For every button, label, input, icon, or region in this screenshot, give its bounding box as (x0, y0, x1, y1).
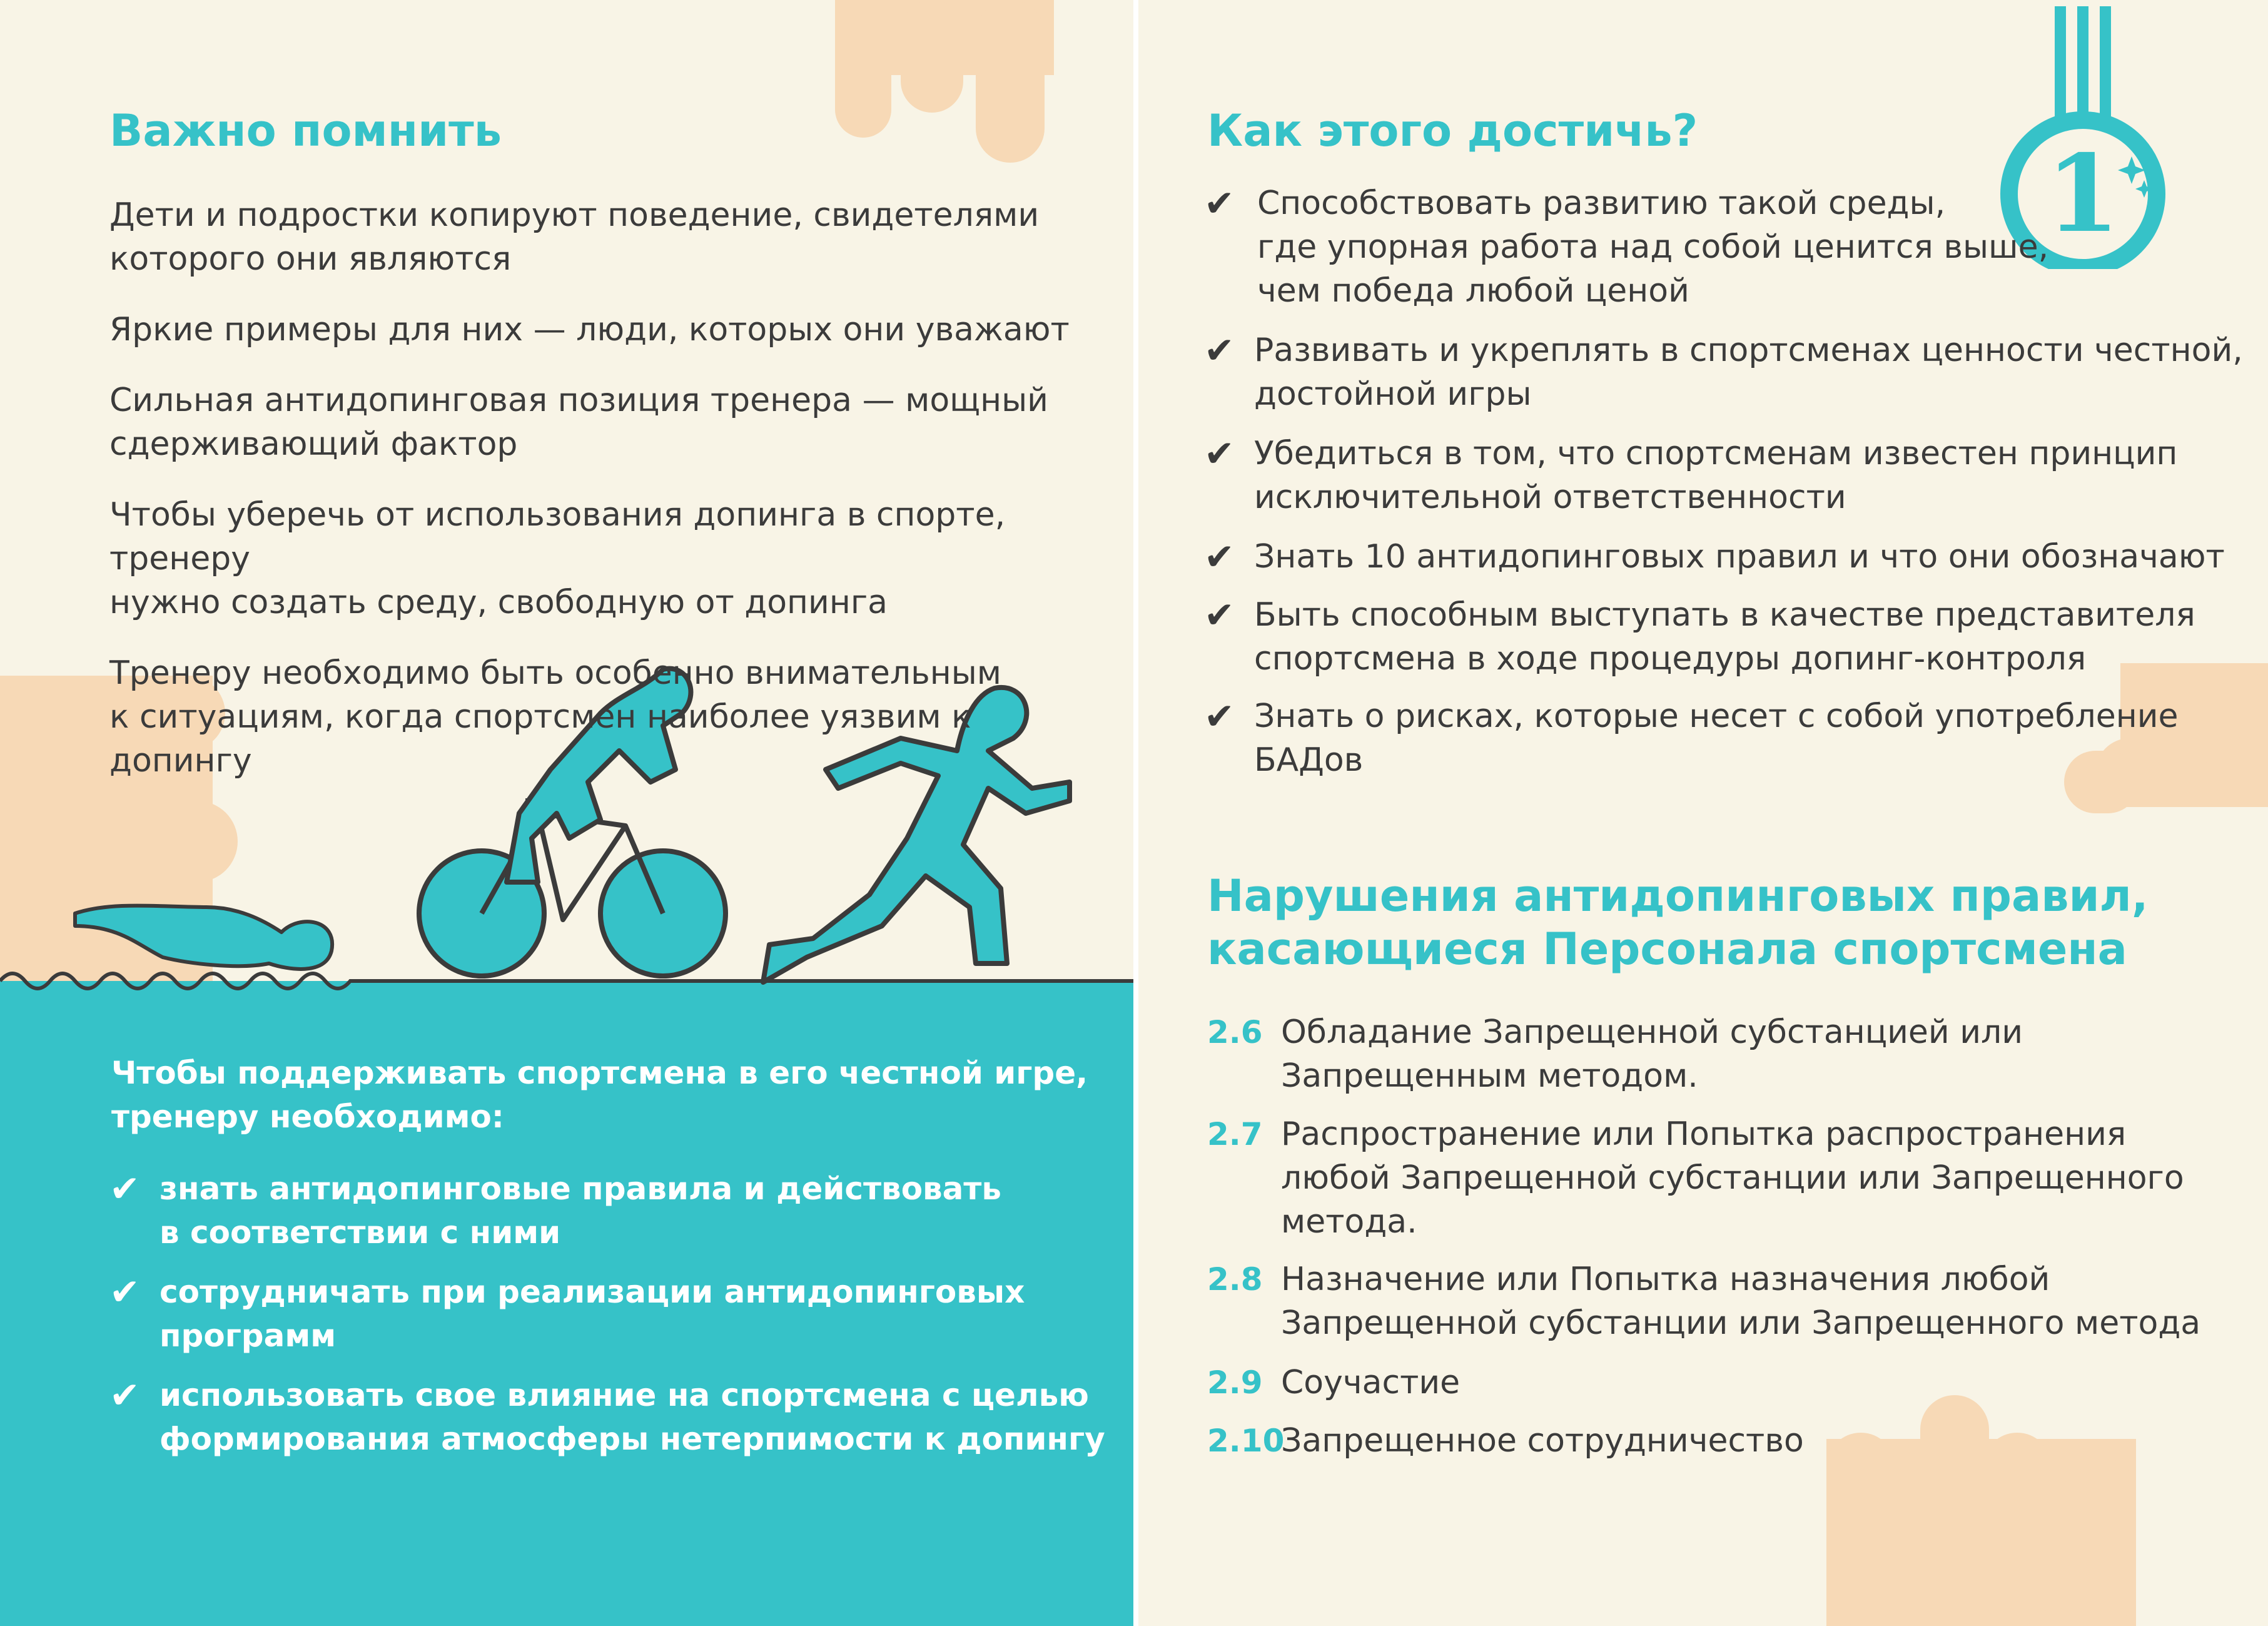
achieve-item: Способствовать развитию такой среды, где упорная работа над собой ценится выше, чем победа любой ценой (1257, 185, 2049, 310)
medal-number: 1 (2045, 131, 2120, 257)
support-item: сотрудничать при реализации антидопинговых программ (159, 1274, 1025, 1354)
left-paragraph: Сильная антидопинговая позиция тренера — мощный сдерживающий фактор (109, 382, 1048, 463)
check-icon: ✔ (1204, 594, 1235, 636)
rule-text: Соучастие (1281, 1364, 1461, 1401)
swimmer-icon (63, 863, 350, 988)
violations-heading: Нарушения антидопинговых правил, касающиеся Персонала спортсмена (1207, 870, 2149, 975)
support-item: использовать свое влияние на спортсмена с целью формирования атмосферы нетерпимости к допингу (159, 1377, 1105, 1457)
support-item: знать антидопинговые правила и действовать в соответствии с ними (159, 1171, 1002, 1251)
rule-text: Обладание Запрещенной субстанцией или Запрещенным методом. (1281, 1014, 2023, 1095)
left-paragraph: Чтобы уберечь от использования допинга в спорте, тренеру нужно создать среду, свободную от допинга (109, 496, 1006, 621)
check-icon: ✔ (109, 1167, 140, 1210)
left-paragraph: Тренеру необходимо быть особенно внимательным к ситуациям, когда спортсмен наиболее уязвим к допингу (109, 654, 1002, 780)
rule-text: Распространение или Попытка распространения любой Запрещенной субстанции или Запрещенного метода. (1281, 1115, 2184, 1241)
rule-text: Назначение или Попытка назначения любой Запрещенной субстанции или Запрещенного метода (1281, 1261, 2201, 1342)
left-paragraph: Дети и подростки копируют поведение, свидетелями которого они являются (109, 196, 1040, 278)
left-heading: Важно помнить (109, 105, 502, 156)
right-heading: Как этого достичь? (1207, 105, 1698, 156)
rule-number: 2.9 (1207, 1364, 1263, 1401)
rule-number: 2.7 (1207, 1116, 1263, 1152)
check-icon: ✔ (1204, 432, 1235, 475)
achieve-item: Развивать и укреплять в спортсменах ценности честной, достойной игры (1254, 332, 2243, 413)
achieve-item: Быть способным выступать в качестве представителя спортсмена в ходе процедуры допинг-контроля (1254, 596, 2195, 678)
rule-text: Запрещенное сотрудничество (1281, 1422, 1804, 1460)
rule-number: 2.6 (1207, 1014, 1263, 1050)
achieve-item: Знать о рисках, которые несет с собой употребление БАДов (1254, 698, 2179, 779)
support-heading: Чтобы поддерживать спортсмена в его честной игре, тренеру необходимо: (111, 1055, 1088, 1135)
left-paragraph: Яркие примеры для них — люди, которых они уважают (109, 311, 1070, 348)
rule-number: 2.10 (1207, 1423, 1285, 1459)
left-paragraphs (109, 181, 1110, 795)
check-icon: ✔ (1204, 329, 1235, 372)
check-icon: ✔ (109, 1271, 140, 1313)
check-icon: ✔ (1204, 695, 1235, 738)
check-icon: ✔ (1204, 536, 1235, 578)
check-icon: ✔ (109, 1374, 140, 1416)
achieve-item: Знать 10 антидопинговых правил и что они обозначают (1254, 538, 2225, 576)
achieve-item: Убедиться в том, что спортсменам известен принцип исключительной ответственности (1254, 435, 2178, 516)
rule-number: 2.8 (1207, 1261, 1263, 1298)
check-icon: ✔ (1204, 182, 1235, 225)
